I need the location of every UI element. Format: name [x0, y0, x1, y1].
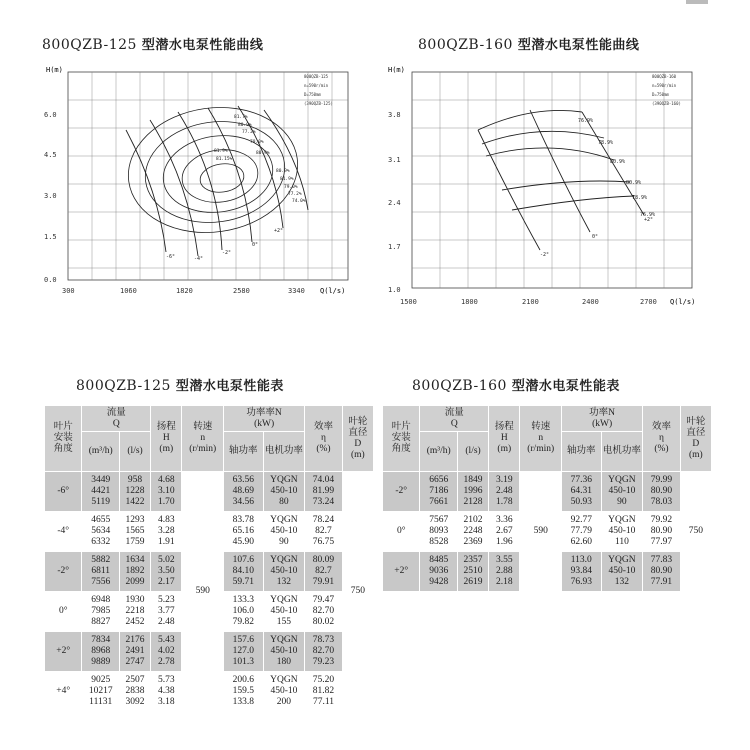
- table1-cell-ls: 2507 2838 3092: [119, 672, 150, 712]
- chart2-y-ticks: [388, 111, 401, 294]
- table2-header-shaft: 轴功率: [562, 432, 602, 472]
- table2-cell-ls: 2102 2248 2369: [457, 512, 488, 552]
- chart1-x-label: Q(l/s): [320, 287, 346, 295]
- table2-cell-impeller: 750: [680, 472, 711, 592]
- chart1-eff-label: 80.9%: [256, 151, 270, 156]
- table1-cell-angle: +4°: [45, 672, 82, 712]
- chart1-legend: [304, 74, 333, 106]
- chart2-title: [418, 34, 639, 53]
- table1-cell-speed: 590: [182, 472, 224, 712]
- table2-cell-angle: 0°: [383, 512, 420, 552]
- table1-cell-motor: YQGN 450-10 180: [263, 632, 305, 672]
- chart2-x-tick: 2100: [522, 298, 539, 306]
- chart2-eff-label: 78.9%: [598, 140, 614, 146]
- table1-header-flow-m3h: (m³/h): [82, 432, 119, 472]
- table1-title-model: 800QZB-125: [76, 378, 171, 394]
- table1-cell-ls: 1634 1892 2099: [119, 552, 150, 592]
- table2-cell-motor: YQGN 450-10 110: [601, 512, 643, 552]
- chart2-title-cn: 型潜水电泵性能曲线: [517, 38, 640, 53]
- chart1-angle-labels: [166, 228, 283, 262]
- table1-title: [76, 375, 284, 394]
- chart2-y-tick: 3.1: [388, 156, 401, 164]
- table1-cell-motor: YQGN 450-10 200: [263, 672, 305, 712]
- chart1-eff-label: 77.2%: [242, 130, 256, 135]
- chart1-legend-line: D=750mm: [304, 92, 321, 97]
- table2-cell-eff: 79.99 80.90 78.03: [643, 472, 680, 512]
- chart1-angle-label: -6°: [166, 254, 176, 260]
- table2-cell-m3h: 8485 9036 9428: [420, 552, 457, 592]
- table2-cell-head: 3.19 2.48 1.78: [489, 472, 520, 512]
- chart1-title: [42, 34, 263, 53]
- table1-cell-impeller: 750: [342, 472, 373, 712]
- table1-cell-shaft: 83.78 65.16 45.90: [224, 512, 264, 552]
- chart2-title-model: 800QZB-160: [418, 37, 513, 53]
- table1-cell-eff: 78.73 82.70 79.23: [305, 632, 342, 672]
- table2-header-motor: 电机功率: [601, 432, 643, 472]
- chart1-eff-label: 81.9%: [214, 149, 228, 154]
- table1-cell-m3h: 3449 4421 5119: [82, 472, 119, 512]
- table2-cell-eff: 77.83 80.90 77.91: [643, 552, 680, 592]
- table2-header-flow-m3h: (m³/h): [420, 432, 457, 472]
- table2-header-impeller: 叶轮 直径 D (m): [680, 406, 711, 472]
- table2-title-model: 800QZB-160: [412, 378, 507, 394]
- table2-cell-shaft: 77.36 64.31 50.93: [562, 472, 602, 512]
- table1-cell-eff: 74.04 81.99 73.24: [305, 472, 342, 512]
- chart2-angle-label: 0°: [592, 234, 599, 240]
- chart1-eff-label: 81.9%: [280, 177, 294, 182]
- chart1-y-tick: 4.5: [44, 151, 57, 159]
- table2-cell-angle: -2°: [383, 472, 420, 512]
- chart1-eff-label: 79.0%: [284, 185, 298, 190]
- table2-performance: [382, 405, 712, 592]
- table1-cell-angle: -6°: [45, 472, 82, 512]
- table1-header-eff: 效率 η (%): [305, 406, 342, 472]
- table1-cell-ls: 1930 2218 2452: [119, 592, 150, 632]
- chart1-legend-line: n=590r/min: [304, 83, 329, 88]
- chart1-eff-label: 80.9%: [238, 123, 252, 128]
- table2-row: [383, 472, 712, 512]
- table1-row: [45, 472, 374, 512]
- table2-cell-speed: 590: [520, 472, 562, 592]
- chart2-curve-0: [530, 110, 590, 232]
- table1-cell-eff: 80.09 82.7 79.91: [305, 552, 342, 592]
- table1-cell-head: 5.23 3.77 2.48: [151, 592, 182, 632]
- table2-cell-motor: YQGN 450-10 132: [601, 552, 643, 592]
- chart1-y-tick: 3.0: [44, 192, 57, 200]
- chart1-eff-label: 80.9%: [276, 169, 290, 174]
- table1-cell-eff: 78.24 82.7 76.75: [305, 512, 342, 552]
- table1-cell-head: 4.83 3.28 1.91: [151, 512, 182, 552]
- chart2-eff-contour: [478, 110, 582, 130]
- chart2-y-tick: 3.8: [388, 111, 401, 119]
- chart1-x-tick: 300: [62, 287, 75, 295]
- table1-cell-ls: 2176 2491 2747: [119, 632, 150, 672]
- table2-header-angle: 叶片 安装 角度: [383, 406, 420, 472]
- table1-cell-motor: YQGN 450-10 155: [263, 592, 305, 632]
- chart1-eff-label: 79.0%: [250, 140, 264, 145]
- table1-cell-motor: YQGN 450-10 90: [263, 512, 305, 552]
- chart2-y-tick: 1.0: [388, 286, 401, 294]
- chart1-angle-label: -2°: [222, 250, 232, 256]
- chart2-x-tick: 1800: [461, 298, 478, 306]
- chart1-curve-minus6: [126, 130, 166, 252]
- chart1-angle-label: -4°: [194, 256, 204, 262]
- chart2-head-curves: [478, 110, 644, 250]
- table1-cell-angle: 0°: [45, 592, 82, 632]
- chart1-legend-line: 800QZB-125: [304, 74, 329, 79]
- chart2-x-ticks: [400, 298, 657, 306]
- chart2-efficiency-labels: [578, 118, 655, 218]
- table1-cell-shaft: 157.6 127.0 101.3: [224, 632, 264, 672]
- table2-cell-ls: 1849 1996 2128: [457, 472, 488, 512]
- chart1-x-tick: 3340: [288, 287, 305, 295]
- chart1-performance-curves: [38, 60, 358, 300]
- table1-header-flow: 流量 Q: [82, 406, 151, 432]
- chart2-eff-contour: [512, 196, 634, 210]
- table1-cell-head: 4.68 3.10 1.70: [151, 472, 182, 512]
- table2-cell-head: 3.55 2.88 2.18: [489, 552, 520, 592]
- top-edge-mark: [686, 0, 708, 4]
- table2-header-eff: 效率 η (%): [643, 406, 680, 472]
- table2-cell-eff: 79.92 80.90 77.97: [643, 512, 680, 552]
- table1-cell-eff: 75.20 81.82 77.11: [305, 672, 342, 712]
- table2-cell-shaft: 92.77 77.79 62.60: [562, 512, 602, 552]
- table2-cell-head: 3.36 2.67 1.96: [489, 512, 520, 552]
- table1-cell-angle: -2°: [45, 552, 82, 592]
- chart2-grid: [412, 72, 692, 288]
- chart2-legend-line: n=590r/min: [652, 83, 677, 88]
- chart1-y-label: H(m): [46, 66, 63, 74]
- table1-header-speed: 转速 n (r/min): [182, 406, 224, 472]
- table1-cell-ls: 1293 1565 1759: [119, 512, 150, 552]
- chart2-y-tick: 1.7: [388, 243, 401, 251]
- chart2-legend-line: (390QZB-160): [652, 101, 681, 106]
- chart1-angle-label: 0°: [252, 242, 259, 248]
- chart2-eff-label: 76.9%: [640, 212, 656, 218]
- table2-title-cn: 型潜水电泵性能表: [511, 379, 620, 394]
- chart2-angle-label: -2°: [540, 252, 550, 258]
- table2-header-flow-ls: (l/s): [457, 432, 488, 472]
- table1-header-motor: 电机功率: [263, 432, 305, 472]
- table2-header-flow: 流量 Q: [420, 406, 489, 432]
- table1-cell-m3h: 9025 10217 11131: [82, 672, 119, 712]
- chart1-legend-line: (390QZB-125): [304, 101, 333, 106]
- table2-header-power: 功率N (kW): [562, 406, 643, 432]
- chart2-eff-label: 80.9%: [626, 180, 642, 186]
- table2-cell-angle: +2°: [383, 552, 420, 592]
- table1-header-shaft: 轴功率: [224, 432, 264, 472]
- chart1-y-tick: 0.0: [44, 276, 57, 284]
- table2-cell-shaft: 113.0 93.84 76.93: [562, 552, 602, 592]
- table1-cell-head: 5.02 3.50 2.17: [151, 552, 182, 592]
- table1-cell-shaft: 200.6 159.5 133.8: [224, 672, 264, 712]
- chart1-y-ticks: [44, 111, 57, 284]
- table2-cell-ls: 2357 2510 2619: [457, 552, 488, 592]
- table1-header-angle: 叶片 安装 角度: [45, 406, 82, 472]
- table1-cell-m3h: 6948 7985 8827: [82, 592, 119, 632]
- table1-cell-motor: YQGN 450-10 132: [263, 552, 305, 592]
- table1-cell-shaft: 107.6 84.10 59.71: [224, 552, 264, 592]
- chart2-angle-label: +2°: [644, 217, 654, 223]
- chart2-legend-line: 800QZB-160: [652, 74, 677, 79]
- table1-cell-angle: -4°: [45, 512, 82, 552]
- table1-cell-eff: 79.47 82.70 80.02: [305, 592, 342, 632]
- table1-cell-shaft: 133.3 106.0 79.82: [224, 592, 264, 632]
- table2-header-speed: 转速 n (r/min): [520, 406, 562, 472]
- chart1-title-cn: 型潜水电泵性能曲线: [141, 38, 264, 53]
- table1-cell-m3h: 7834 8968 9889: [82, 632, 119, 672]
- chart1-eff-label: 81.7%: [234, 115, 248, 120]
- chart1-curve-minus4: [150, 120, 198, 256]
- table1-header-power: 功率率N (kW): [224, 406, 305, 432]
- chart2-legend: [652, 74, 681, 106]
- chart1-eff-label: 81.15%: [216, 157, 233, 162]
- chart2-x-label: Q(l/s): [670, 298, 696, 306]
- chart1-y-tick: 6.0: [44, 111, 57, 119]
- chart2-eff-label: 80.9%: [610, 159, 626, 165]
- chart1-angle-label: +2°: [274, 228, 284, 234]
- table1-cell-shaft: 63.56 48.69 34.56: [224, 472, 264, 512]
- chart2-eff-contour: [486, 148, 614, 160]
- table1-cell-motor: YQGN 450-10 80: [263, 472, 305, 512]
- chart1-title-model: 800QZB-125: [42, 37, 137, 53]
- chart1-eff-label: 74.0%: [292, 199, 306, 204]
- table2-cell-motor: YQGN 450-10 90: [601, 472, 643, 512]
- chart2-legend-line: D=750mm: [652, 92, 669, 97]
- table1-cell-m3h: 4655 5634 6332: [82, 512, 119, 552]
- table1-cell-angle: +2°: [45, 632, 82, 672]
- chart2-y-tick: 2.4: [388, 199, 401, 207]
- chart1-eff-contour: [179, 145, 261, 207]
- chart2-eff-label: 78.9%: [632, 195, 648, 201]
- chart2-x-tick: 2400: [582, 298, 599, 306]
- table2-cell-m3h: 6656 7186 7661: [420, 472, 457, 512]
- chart1-y-tick: 1.5: [44, 233, 57, 241]
- table1-cell-head: 5.73 4.38 3.18: [151, 672, 182, 712]
- table2-title: [412, 375, 620, 394]
- chart1-eff-label: 77.2%: [288, 192, 302, 197]
- chart2-y-label: H(m): [388, 66, 405, 74]
- chart1-x-tick: 2580: [233, 287, 250, 295]
- table2-cell-m3h: 7567 8093 8528: [420, 512, 457, 552]
- chart1-x-tick: 1060: [120, 287, 137, 295]
- chart2-x-tick: 1500: [400, 298, 417, 306]
- table1-header-impeller: 叶轮 直径 D (m): [342, 406, 373, 472]
- chart1-x-tick: 1820: [176, 287, 193, 295]
- table1-cell-m3h: 5882 6811 7556: [82, 552, 119, 592]
- chart2-x-tick: 2700: [640, 298, 657, 306]
- table1-cell-ls: 958 1228 1422: [119, 472, 150, 512]
- table1-performance: [44, 405, 374, 712]
- table1-title-cn: 型潜水电泵性能表: [175, 379, 284, 394]
- table1-header-flow-ls: (l/s): [119, 432, 150, 472]
- chart1-x-ticks: [62, 287, 305, 295]
- chart2-eff-label: 76.9%: [578, 118, 594, 124]
- table1-cell-head: 5.43 4.02 2.78: [151, 632, 182, 672]
- table2-header-head: 扬程 H (m): [489, 406, 520, 472]
- chart2-performance-curves: [382, 60, 712, 310]
- table1-header-head: 扬程 H (m): [151, 406, 182, 472]
